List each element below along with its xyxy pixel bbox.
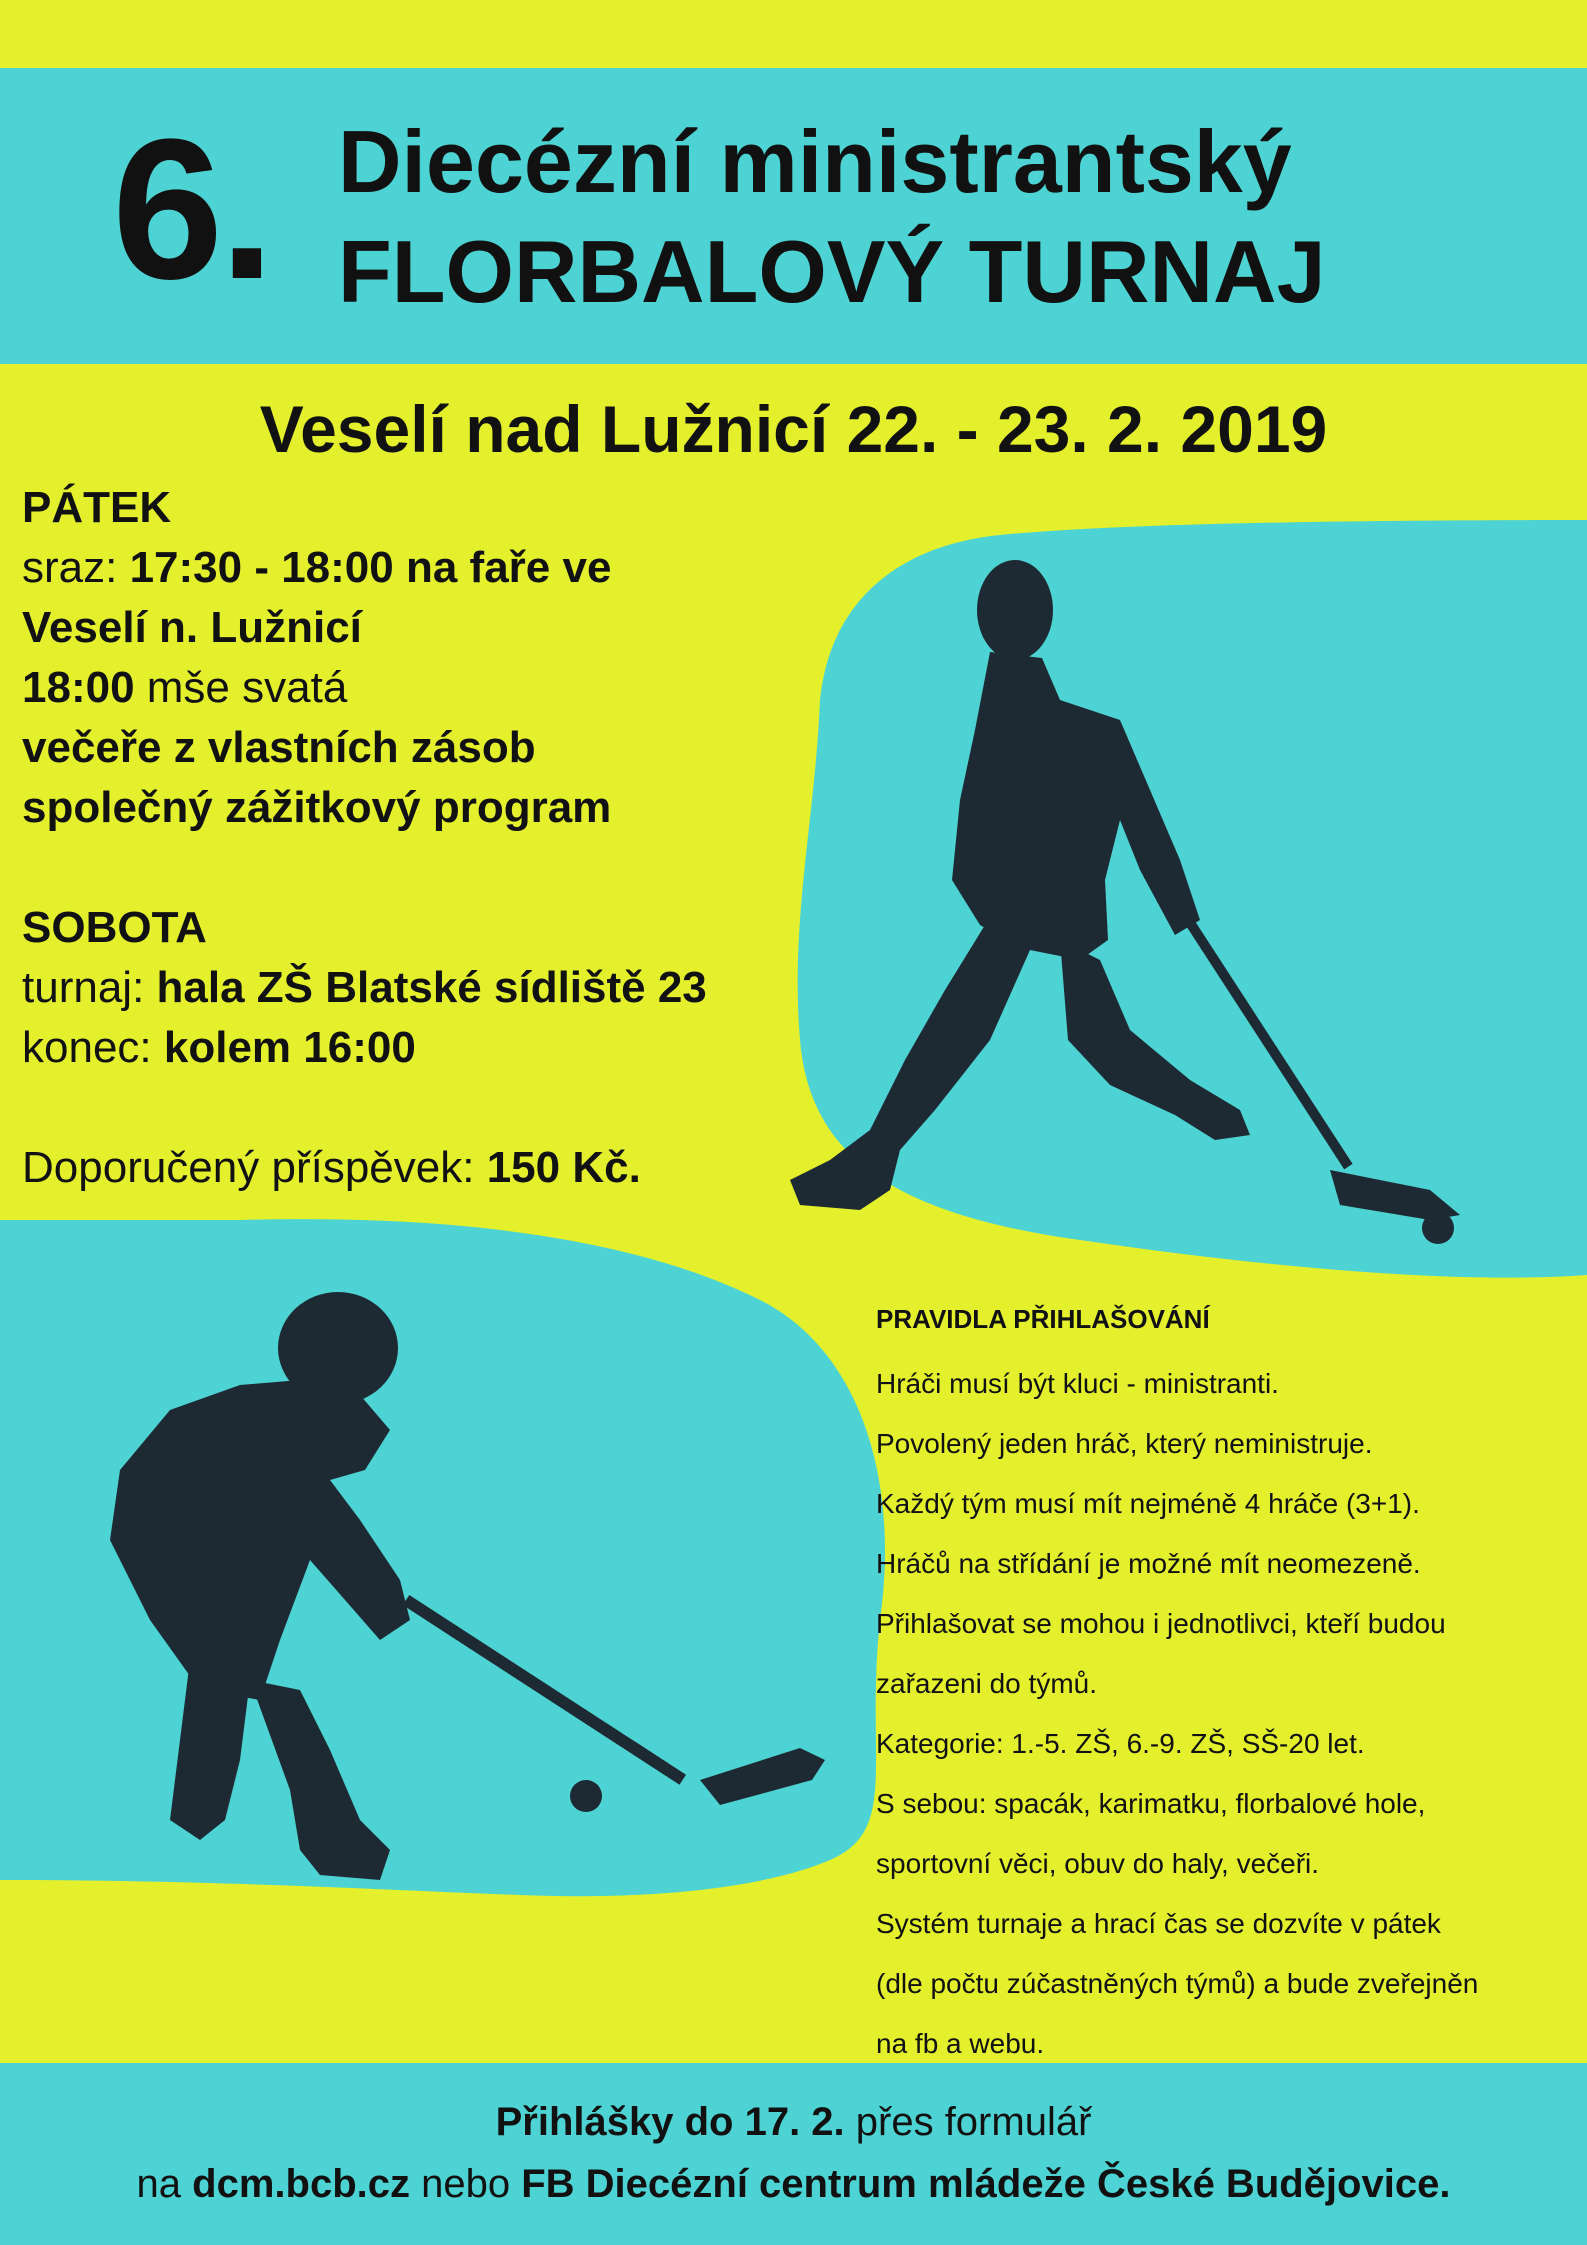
friday-mass: 18:00 mše svatá [22,663,348,712]
rule-line: Systém turnaje a hrací čas se dozvíte v pátek [876,1908,1441,1939]
saturday-tournament: turnaj: hala ZŠ Blatské sídliště 23 [22,963,707,1012]
rule-line: na fb a webu. [876,2028,1045,2059]
page-title-line1: Diecézní ministrantský [338,112,1292,211]
footer-contact: na dcm.bcb.cz nebo FB Diecézní centrum mládeže České Budějovice. [136,2162,1451,2206]
rule-line: Hráčů na střídání je možné mít neomezeně. [876,1548,1421,1579]
friday-dinner: večeře z vlastních zásob [22,723,536,772]
rule-line: (dle počtu zúčastněných týmů) a bude zveřejněn [876,1968,1479,1999]
rule-line: S sebou: spacák, karimatku, florbalové hole, [876,1788,1426,1819]
rule-line: Každý tým musí mít nejméně 4 hráče (3+1). [876,1488,1420,1519]
facebook-link[interactable]: FB Diecézní centrum mládeže České Budějovice. [521,2162,1451,2206]
saturday-heading: SOBOTA [22,903,207,952]
footer-registration: Přihlášky do 17. 2. přes formulář [495,2100,1092,2144]
rule-line: sportovní věci, obuv do haly, večeři. [876,1848,1320,1879]
rule-line: Povolený jeden hráč, který neministruje. [876,1428,1373,1459]
page-title-line2: FLORBALOVÝ TURNAJ [338,222,1326,321]
rule-line: Hráči musí být kluci - ministranti. [876,1368,1279,1399]
rules-title: PRAVIDLA PŘIHLAŠOVÁNÍ [876,1304,1210,1334]
rule-line: Přihlašovat se mohou i jednotlivci, kteří budou [876,1608,1446,1639]
rule-line: zařazeni do týmů. [876,1668,1097,1699]
friday-meet: sraz: 17:30 - 18:00 na faře ve [22,543,612,592]
saturday-end: konec: kolem 16:00 [22,1023,416,1072]
website-link[interactable]: dcm.bcb.cz [192,2162,410,2206]
friday-program: společný zážitkový program [22,783,612,832]
friday-heading: PÁTEK [22,483,172,532]
fee: Doporučený příspěvek: 150 Kč. [22,1143,641,1192]
edition-number: 6. [112,98,271,321]
friday-meet-place: Veselí n. Lužnicí [22,603,362,652]
rule-line: Kategorie: 1.-5. ZŠ, 6.-9. ZŠ, SŠ-20 let. [876,1728,1365,1759]
event-location-date: Veselí nad Lužnicí 22. - 23. 2. 2019 [259,392,1328,466]
